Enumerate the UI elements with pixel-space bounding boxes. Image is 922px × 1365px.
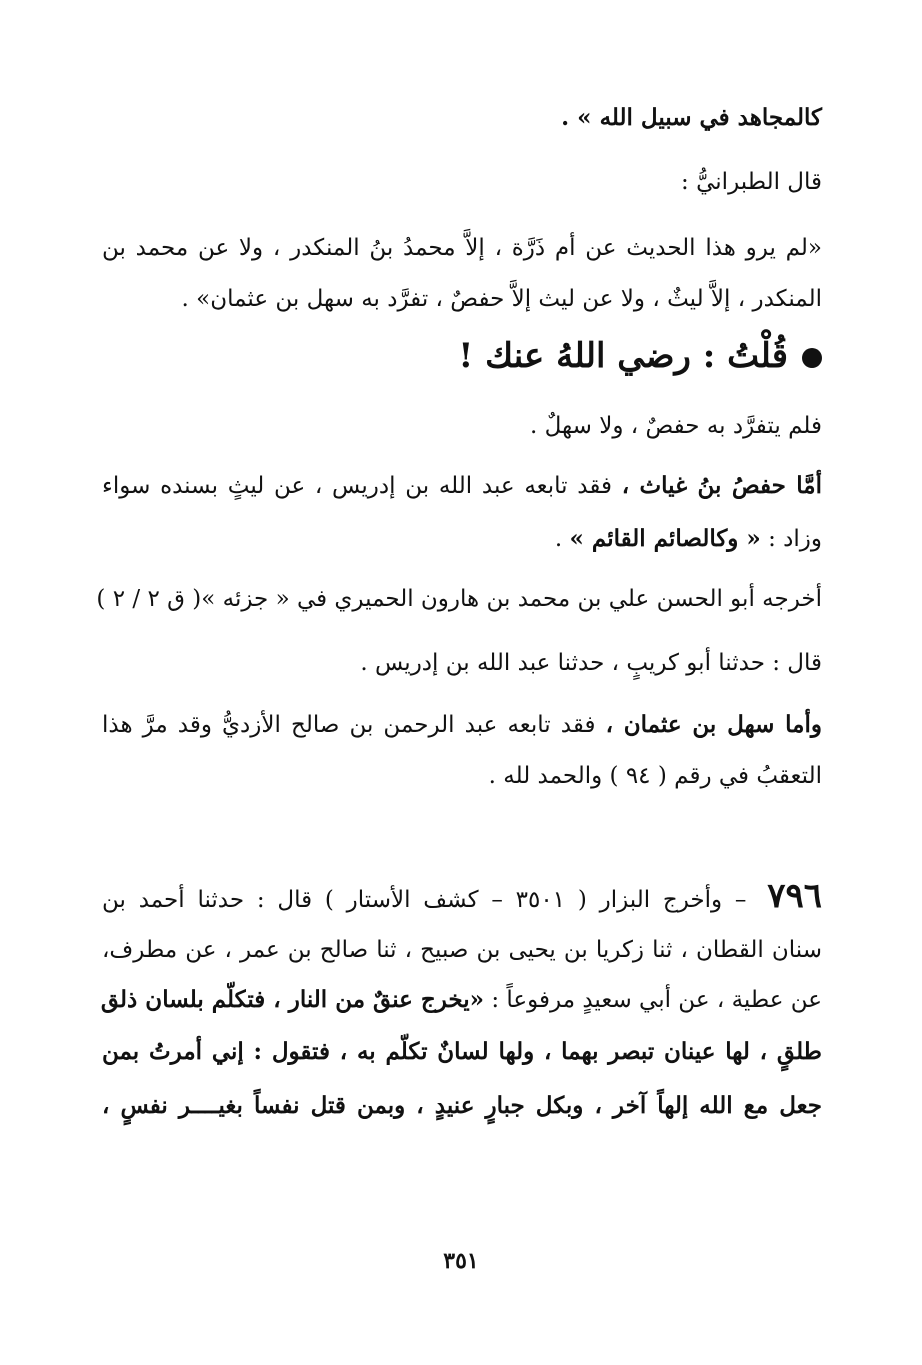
quoted-addition: « وكالصائم القائم » bbox=[569, 525, 761, 552]
hafs-label: أمَّا حفصُ بنُ غياث ، bbox=[621, 472, 823, 499]
hadith-quote-start: «يخرج عنقٌ من النار ، فتكلّم بلسان ذلق bbox=[100, 986, 485, 1013]
text-line-13: سنان القطان ، ثنا زكريا بن يحيى بن صبيح ، ثنا صالح بن عمر ، عن مطرف، bbox=[102, 937, 822, 963]
text-line-15: طلقٍ ، لها عينان تبصر بهما ، ولها لسانٌ تكلّم به ، فتقول : إني أمرتُ بمن bbox=[102, 1038, 822, 1065]
text-line-16: جعل مع الله إلهاً آخر ، وبكل جبارٍ عنيدٍ ، وبمن قتل نفساً بغيــــر نفسٍ ، bbox=[102, 1092, 822, 1119]
text-line-12 bbox=[102, 876, 823, 916]
text-line-14 bbox=[102, 984, 822, 1016]
text-line-8: أخرجه أبو الحسن علي بن محمد بن هارون الحميري في « جزئه »( ق ٢ / ٢ ) bbox=[96, 586, 822, 612]
text-line-7 bbox=[102, 523, 822, 555]
text-line-14-pre: عن عطية ، عن أبي سعيدٍ مرفوعاً : bbox=[484, 987, 822, 1013]
text-line-5: فلم يتفرَّد به حفصٌ ، ولا سهلٌ . bbox=[529, 413, 822, 439]
bullet-icon bbox=[802, 348, 822, 368]
text-line-10 bbox=[102, 709, 822, 741]
hadith-entry-number: ٧٩٦ bbox=[767, 876, 823, 916]
text-line-7-pre: وزاد : bbox=[760, 526, 822, 552]
text-line-7-post: . bbox=[554, 526, 570, 552]
sahl-label: وأما سهل بن عثمان ، bbox=[605, 711, 822, 738]
text-line-6-rest: فقد تابعه عبد الله بن إدريس ، عن ليثٍ بسنده سواء bbox=[102, 473, 622, 499]
text-line-2: قال الطبرانيُّ : bbox=[681, 169, 822, 195]
section-heading bbox=[102, 334, 822, 378]
text-line-9: قال : حدثنا أبو كريبٍ ، حدثنا عبد الله بن إدريس . bbox=[360, 650, 822, 676]
page-number: ٣٥١ bbox=[443, 1248, 479, 1274]
text-line-6 bbox=[102, 470, 822, 502]
text-line-10-rest: فقد تابعه عبد الرحمن بن صالح الأزديُّ وقد مرَّ هذا bbox=[102, 712, 606, 738]
text-line-12-rest: – وأخرج البزار ( ٣٥٠١ – كشف الأستار ) قال : حدثنا أحمد بن bbox=[102, 887, 760, 913]
text-line-3: «لم يرو هذا الحديث عن أم ذَرَّة ، إلاَّ محمدُ بنُ المنكدر ، ولا عن محمد بن bbox=[102, 235, 822, 261]
text-line-4: المنكدر ، إلاَّ ليثٌ ، ولا عن ليث إلاَّ حفصٌ ، تفرَّد به سهل بن عثمان» . bbox=[181, 286, 822, 312]
heading-text: قُلْتُ : رضي اللهُ عنك ! bbox=[458, 336, 788, 376]
text-line-1: كالمجاهد في سبيل الله » . bbox=[561, 104, 822, 131]
text-line-11: التعقبُ في رقم ( ٩٤ ) والحمد لله . bbox=[488, 763, 822, 789]
